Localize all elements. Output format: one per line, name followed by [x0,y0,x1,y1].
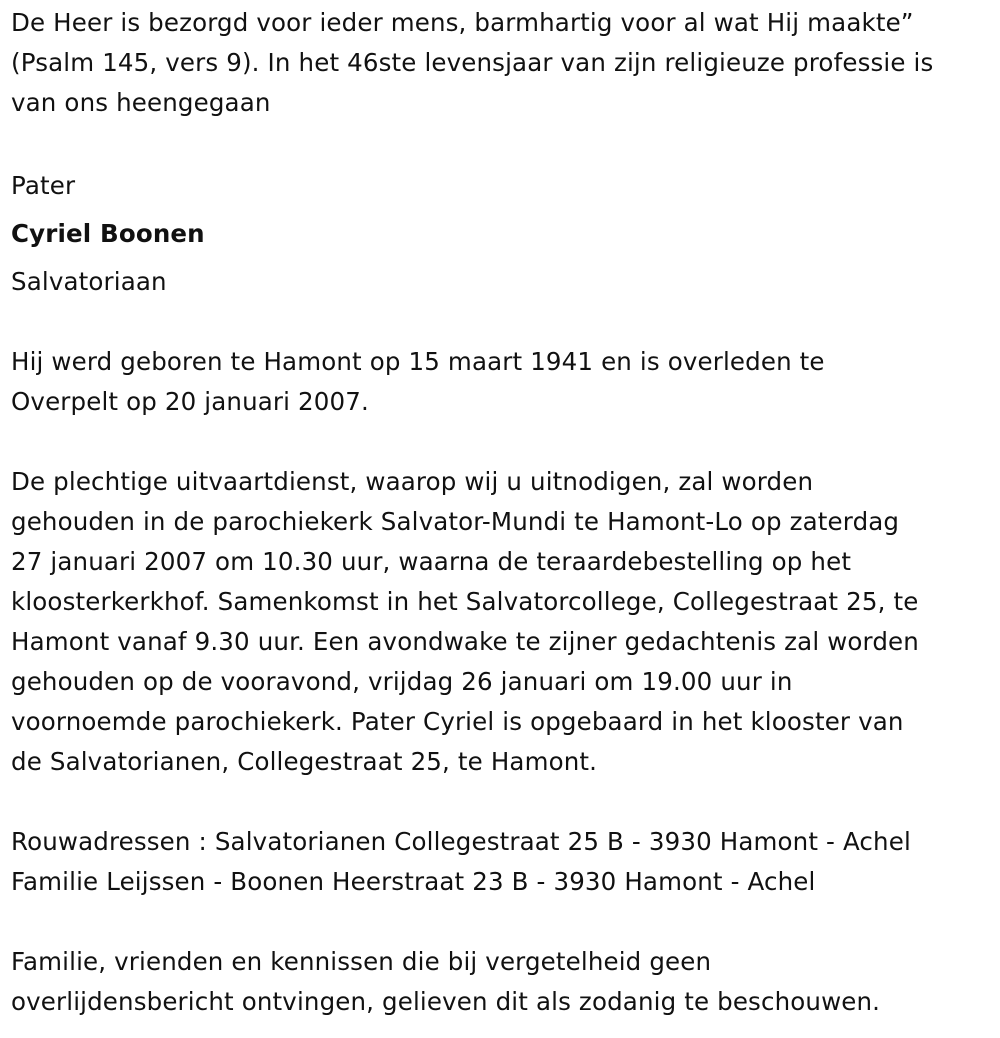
intro-paragraph [11,3,1000,123]
intro-line: (Psalm 145, vers 9). In het 46ste levensjaar van zijn religieuze professie is [11,48,934,77]
birth-death-line: Hij werd geboren te Hamont op 15 maart 1941 en is overleden te [11,347,825,376]
funeral-line: voornoemde parochiekerk. Pater Cyriel is opgebaard in het klooster van [11,707,904,736]
funeral-line: de Salvatorianen, Collegestraat 25, te Hamont. [11,747,598,776]
funeral-line: gehouden in de parochiekerk Salvator-Mundi te Hamont-Lo op zaterdag [11,507,900,536]
addresses-paragraph [11,822,1000,902]
deceased-name: Cyriel Boonen [11,219,205,248]
deceased-order: Salvatoriaan [11,267,167,296]
birth-death-line: Overpelt op 20 januari 2007. [11,387,369,416]
intro-line: De Heer is bezorgd voor ieder mens, barmhartig voor al wat Hij maakte” [11,8,914,37]
closing-line: overlijdensbericht ontvingen, gelieven dit als zodanig te beschouwen. [11,987,881,1016]
funeral-line: Hamont vanaf 9.30 uur. Een avondwake te zijner gedachtenis zal worden [11,627,919,656]
closing-paragraph [11,942,1000,1022]
funeral-paragraph [11,462,1000,782]
deceased-block [11,166,1000,302]
funeral-line: De plechtige uitvaartdienst, waarop wij u uitnodigen, zal worden [11,467,814,496]
birth-death-paragraph [11,342,1000,422]
address-line: Familie Leijssen - Boonen Heerstraat 23 B - 3930 Hamont - Achel [11,867,816,896]
funeral-line: gehouden op de vooravond, vrijdag 26 januari om 19.00 uur in [11,667,793,696]
funeral-line: 27 januari 2007 om 10.30 uur, waarna de teraardebestelling op het [11,547,852,576]
intro-line: van ons heengegaan [11,88,271,117]
address-line: Rouwadressen : Salvatorianen Collegestraat 25 B - 3930 Hamont - Achel [11,827,911,856]
funeral-line: kloosterkerkhof. Samenkomst in het Salvatorcollege, Collegestraat 25, te [11,587,919,616]
closing-line: Familie, vrienden en kennissen die bij vergetelheid geen [11,947,712,976]
deceased-title: Pater [11,171,76,200]
